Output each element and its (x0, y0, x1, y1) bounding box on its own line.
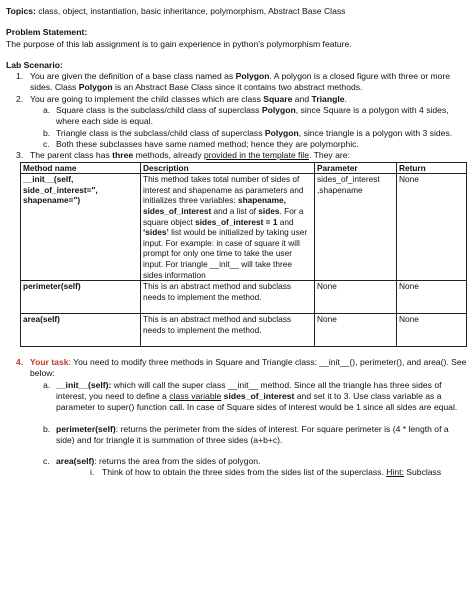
item-text: Think of how to obtain the three sides from the sides list of the superclass. (102, 467, 387, 478)
item-text: : returns the perimeter from the sides of interest. For square perimeter is (4 * length of a side) and for triangle it is summation of three sides (a+b+c). (56, 423, 449, 445)
return-cell: None (397, 281, 467, 314)
item-text: is an Abstract Base Class since it contains two abstract methods. (112, 82, 363, 93)
hint-label: Hint: (386, 467, 404, 478)
methods-table (20, 162, 467, 348)
item-text: and set it to 3. Use class variable as a parameter to super() function call. In case of Square sides of interest would be 1 since all sides are equal. (56, 390, 458, 413)
task-subitem-c-i (6, 467, 468, 478)
table-header-cell: Return (397, 162, 467, 174)
item-text: which will call the super class __init__ method. Since all the triangle has three sides of interest, you need to define a (56, 379, 442, 401)
description-cell (141, 174, 315, 281)
scenario-heading (6, 60, 468, 71)
item-underline: class variable (169, 390, 222, 401)
table-row (21, 314, 467, 347)
item-bold: Polygon (235, 71, 270, 82)
description-cell: This is an abstract method and subclass needs to implement the method. (141, 314, 315, 347)
table-header-cell: Parameter (315, 162, 397, 174)
scenario-item-2 (6, 94, 468, 105)
item-bold: Triangle (311, 93, 345, 104)
scenario-item-3 (6, 150, 468, 161)
return-cell: None (397, 174, 467, 281)
item-text: methods, already (133, 150, 204, 161)
scenario-subitem-b (6, 128, 468, 139)
subitem-letter: b. (43, 127, 51, 138)
item-bold: area(self) (56, 456, 95, 467)
description-cell: This is an abstract method and subclass needs to implement the method. (141, 281, 315, 314)
table-row (21, 174, 467, 281)
topics-line (6, 6, 468, 17)
return-cell: None (397, 314, 467, 347)
item-text: , since Square is a polygon with 4 sides, where each side is equal. (56, 105, 449, 127)
desc-text: and (277, 216, 294, 227)
item-text: . They are: (309, 150, 350, 161)
problem-heading-text: Problem Statement: (6, 27, 88, 38)
table-header-row (21, 162, 467, 174)
item-bold: Polygon (78, 82, 113, 93)
task-subitem-a (6, 380, 468, 414)
desc-bold: sides_of_interest = 1 (195, 216, 278, 227)
item-text: Both these subclasses have same named method; hence they are polymorphic. (56, 138, 359, 149)
desc-bold: ‘sides’ (143, 227, 169, 238)
method-name: perimeter(self) (23, 281, 81, 292)
item-bold: Square (263, 93, 293, 104)
scenario-item-1 (6, 71, 468, 94)
item-text: , since triangle is a polygon with 3 sides. (298, 127, 453, 138)
item-bold: Polygon (264, 127, 299, 138)
topics-text: class, object, instantiation, basic inheritance, polymorphism, Abstract Base Class (35, 6, 346, 16)
item-number: 4. (16, 357, 24, 368)
parameter-cell: sides_of_interest ,shapename (315, 174, 397, 281)
item-text: and (292, 93, 312, 104)
item-text: : returns the area from the sides of polygon. (94, 456, 261, 467)
item-text: Square class is the subclass/child class of superclass (56, 105, 262, 116)
document-page (6, 6, 468, 479)
problem-heading (6, 27, 468, 38)
item-text: . (344, 93, 347, 104)
desc-bold: shapename, sides_of_interest (143, 195, 286, 216)
item-bold: __init__(self): (56, 379, 112, 390)
item-number: 1. (16, 71, 24, 82)
item-bold: perimeter(self) (56, 423, 116, 434)
method-name-cell (21, 314, 141, 347)
item-text: You are given the definition of a base class named as (30, 71, 236, 82)
method-name: __init__(self, side_of_interest=", shapename=") (23, 174, 98, 206)
desc-text: list would be initialized by taking user input. For example: in case of square it will prompt for only one time to take the user input. For triangle __init__ will take three sides information (143, 227, 308, 280)
problem-text: The purpose of this lab assignment is to gain experience in python’s polymorphism feature. (6, 38, 352, 49)
desc-text: and a list of (211, 205, 259, 216)
task-subitem-c (6, 456, 468, 467)
scenario-subitem-c (6, 139, 468, 150)
item-text: : You need to modify three methods in Square and Triangle class: __init__(), perimeter(), and area(). See below: (30, 357, 467, 379)
scenario-heading-text: Lab Scenario: (6, 59, 63, 70)
subitem-letter: b. (43, 423, 51, 434)
parameter-cell: None (315, 314, 397, 347)
desc-text: This method takes total number of sides of interest and shapename as parameters and initializes three variables: (143, 174, 304, 206)
item-underline: provided in the template file (203, 150, 309, 161)
item-number: 2. (16, 93, 24, 104)
subitem-letter: a. (43, 105, 51, 116)
topics-label: Topics: (6, 6, 36, 16)
subitem-roman: i. (90, 467, 95, 478)
method-name-cell (21, 174, 141, 281)
method-name: area(self) (23, 314, 60, 325)
item-text: You are going to implement the child classes which are class (30, 93, 264, 104)
table-header-cell: Description (141, 162, 315, 174)
item-text: . A polygon is a closed figure with three or more sides. Class (30, 71, 451, 93)
task-item-4 (6, 357, 468, 380)
item-text: Subclass (403, 467, 442, 478)
subitem-letter: c. (43, 456, 50, 467)
item-number: 3. (16, 150, 24, 161)
desc-bold: sides (258, 205, 280, 216)
item-text: The parent class has (30, 150, 113, 161)
item-bold: sides_of_interest (221, 390, 295, 401)
parameter-cell: None (315, 281, 397, 314)
table-header-cell: Method name (21, 162, 141, 174)
method-name-cell (21, 281, 141, 314)
item-text: Triangle class is the subclass/child class of superclass (56, 127, 265, 138)
subitem-letter: a. (43, 379, 51, 390)
scenario-subitem-a (6, 105, 468, 128)
item-bold: Polygon (261, 105, 296, 116)
item-bold: three (112, 150, 134, 161)
subitem-letter: c. (43, 138, 50, 149)
task-subitem-b (6, 424, 468, 447)
task-label: Your task (30, 357, 69, 368)
table-row (21, 281, 467, 314)
desc-text: . For a square object (143, 205, 304, 227)
